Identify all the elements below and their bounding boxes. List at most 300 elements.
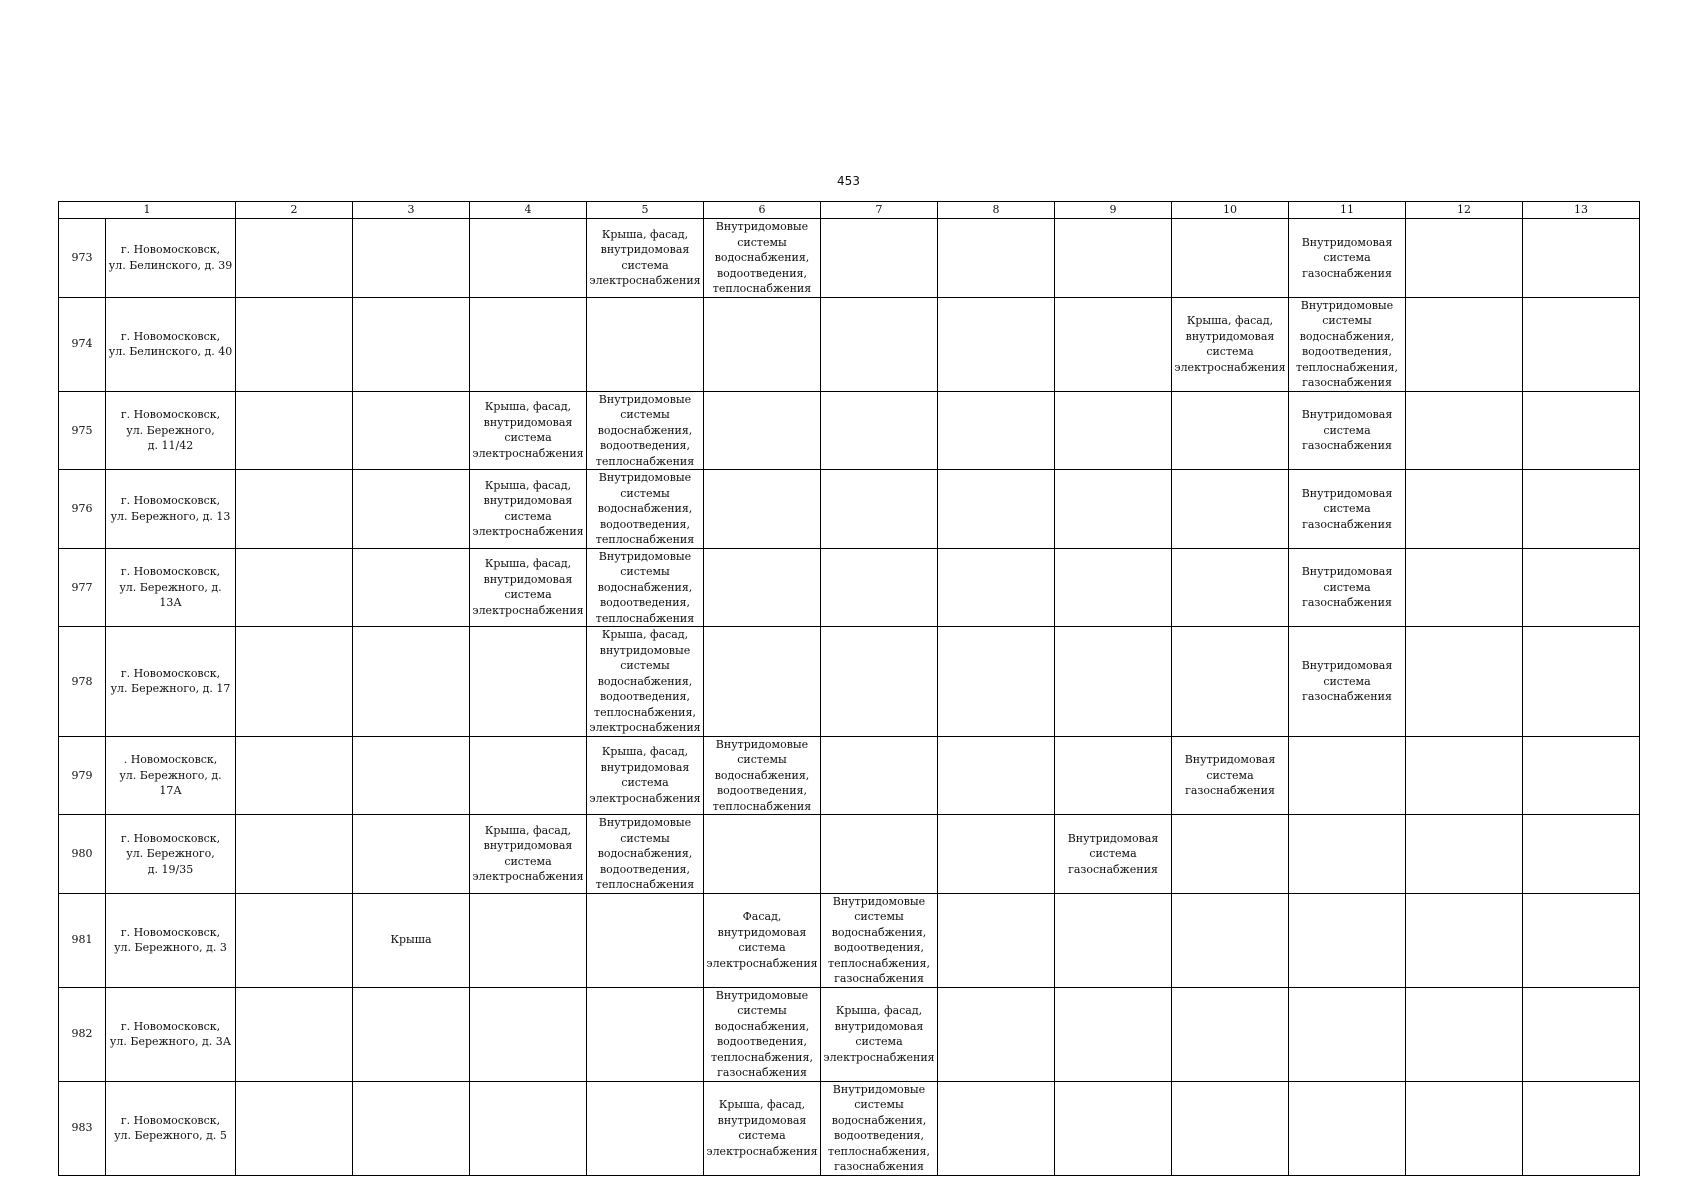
work-type-line: газоснабжения [1068,862,1158,876]
column-header-13: 13 [1523,202,1640,219]
cell-col-6 [704,987,821,1081]
cell-col-5 [587,736,704,815]
cell-col-2 [236,736,353,815]
work-type-line: Внутридомовые [598,471,692,484]
work-type-line: водоснабжения, [831,1113,927,1127]
cell-col-8 [938,297,1055,391]
cell-col-5 [587,470,704,549]
cell-col-3 [353,736,470,815]
work-type-line: система [621,258,669,272]
address-line: г. Новомосковск, [120,1113,221,1127]
cell-col-11 [1289,736,1406,815]
cell-col-13 [1523,815,1640,894]
cell-col-5 [587,297,704,391]
cell-col-6 [704,470,821,549]
work-type-line: водоснабжения, [597,847,693,860]
work-type-line: электроснабжения [706,1144,818,1158]
work-type-line: системы [854,1098,904,1111]
work-type-line: газоснабжения [1302,266,1392,280]
cell-col-4 [470,736,587,815]
work-type-line: внутридомовая [600,760,690,774]
address-line: г. Новомосковск, [120,565,221,578]
work-type-line: теплоснабжения [712,799,812,813]
cell-col-10 [1172,627,1289,737]
work-type-line: Крыша, фасад, [835,1004,923,1017]
cell-col-8 [938,893,1055,987]
work-type-line: Внутридомовые [598,549,692,563]
cell-col-8 [938,219,1055,298]
cell-col-5 [587,987,704,1081]
column-header-10: 10 [1172,202,1289,219]
address-line: ул. Бережного, д. 13А [119,580,222,609]
cell-col-13 [1523,548,1640,627]
work-type-line: системы [620,565,670,578]
cell-col-7 [821,815,938,894]
table-row [59,1081,1640,1175]
work-type-line: электроснабжения [589,791,701,805]
work-type-line: Внутридомовые [715,220,809,233]
work-type-line: внутридомовая [717,925,807,939]
work-type-line: водоснабжения, [714,768,810,782]
cell-col-12 [1406,987,1523,1081]
cell-col-13 [1523,297,1640,391]
work-type-line: газоснабжения [834,972,924,985]
cell-col-11 [1289,391,1406,470]
cell-col-2 [236,1081,353,1175]
address-line: ул. Бережного, д. 17А [119,768,222,797]
address-line: ул. Белинского, д. 39 [108,258,233,272]
repair-schedule-table [58,201,1640,1176]
cell-col-9 [1055,627,1172,737]
work-type-line: газоснабжения [1185,784,1275,797]
cell-col-13 [1523,893,1640,987]
address-line: ул. Бережного, д. 3 [114,941,227,954]
work-type-line: система [1323,674,1371,688]
work-type-line: система [1323,423,1371,437]
work-type-line: внутридомовая [1185,329,1275,343]
cell-col-8 [938,627,1055,737]
work-type-line: системы [854,910,904,923]
work-type-line: электроснабжения [589,721,701,734]
work-type-line: газоснабжения [1302,596,1392,609]
table-row [59,987,1640,1081]
address-line: г. Новомосковск, [120,1019,221,1033]
work-type-line: водоснабжения, [597,423,693,437]
work-type-line: система [1206,345,1254,358]
work-type-line: теплоснабжения, [828,956,930,970]
cell-col-10 [1172,548,1289,627]
work-type-line: система [738,1129,786,1142]
work-type-line: водоснабжения, [597,674,693,688]
work-type-line: система [1323,502,1371,515]
work-type-line: Внутридомовая [1067,831,1159,845]
work-type-line: водоснабжения, [714,251,810,264]
column-header-4: 4 [470,202,587,219]
address-line: . Новомосковск, [123,753,218,766]
work-type-line: электроснабжения [472,525,584,539]
address-line: ул. Бережного, д. 17 [110,682,231,696]
work-type-line: система [504,588,552,602]
table-row [59,470,1640,549]
work-type-line: внутридомовая [483,494,573,508]
column-header-9: 9 [1055,202,1172,219]
cell-col-2 [236,987,353,1081]
work-type-line: система [621,776,669,790]
work-type-line: системы [737,235,787,249]
cell-col-5 [587,893,704,987]
work-type-line: система [1323,580,1371,594]
work-type-line: газоснабжения [1302,690,1392,703]
work-type-line: теплоснабжения [595,533,695,546]
column-number-row [59,202,1640,219]
work-type-line: Крыша [390,933,432,947]
cell-col-5 [587,219,704,298]
cell-col-7 [821,893,938,987]
cell-col-7 [821,736,938,815]
address-line: ул. Бережного, д. 13 [110,509,231,523]
work-type-line: электроснабжения [472,603,584,617]
cell-col-6 [704,297,821,391]
cell-col-12 [1406,297,1523,391]
work-type-line: теплоснабжения, [1296,360,1398,374]
cell-col-2 [236,893,353,987]
work-type-line: Внутридомовые [598,392,692,406]
work-type-line: водоснабжения, [597,502,693,515]
cell-col-7 [821,1081,938,1175]
address-line: г. Новомосковск, [120,243,221,257]
cell-col-5 [587,391,704,470]
address-line: ул. Бережного, [126,847,215,860]
cell-col-4 [470,627,587,737]
work-type-line: Внутридомовая [1184,753,1276,766]
cell-col-12 [1406,815,1523,894]
work-type-line: Крыша, фасад, [601,227,689,241]
column-header-7: 7 [821,202,938,219]
cell-col-3 [353,470,470,549]
cell-col-2 [236,219,353,298]
cell-col-13 [1523,470,1640,549]
address-cell [106,470,236,549]
cell-col-2 [236,548,353,627]
cell-col-4 [470,219,587,298]
work-type-line: внутридомовая [483,839,573,853]
address-cell [106,297,236,391]
cell-col-6 [704,548,821,627]
row-number: 978 [59,627,106,737]
cell-col-4 [470,297,587,391]
row-number: 973 [59,219,106,298]
cell-col-3 [353,297,470,391]
work-type-line: система [1089,847,1137,860]
work-type-line: водоотведения, [716,784,807,797]
work-type-line: электроснабжения [823,1050,935,1064]
cell-col-5 [587,815,704,894]
address-line: ул. Бережного, [126,423,215,437]
cell-col-8 [938,736,1055,815]
address-line: г. Новомосковск, [120,494,221,508]
work-type-line: водоотведения, [599,517,690,531]
work-type-line: газоснабжения [1302,517,1392,531]
work-type-line: теплоснабжения, [594,705,696,719]
cell-col-6 [704,219,821,298]
work-type-line: Внутридомовая [1301,235,1393,249]
work-type-line: теплоснабжения [595,878,695,891]
cell-col-3 [353,815,470,894]
address-line: ул. Бережного, д. 3А [109,1035,232,1048]
cell-col-3 [353,893,470,987]
row-number: 983 [59,1081,106,1175]
cell-col-6 [704,391,821,470]
work-type-line: Внутридомовые [715,988,809,1002]
cell-col-8 [938,391,1055,470]
cell-col-9 [1055,219,1172,298]
work-type-line: система [504,854,552,868]
cell-col-8 [938,815,1055,894]
cell-col-8 [938,1081,1055,1175]
cell-col-11 [1289,987,1406,1081]
work-type-line: Крыша, фасад, [718,1098,806,1111]
work-type-line: электроснабжения [589,274,701,288]
cell-col-9 [1055,815,1172,894]
cell-col-7 [821,391,938,470]
address-cell [106,219,236,298]
cell-col-6 [704,736,821,815]
cell-col-7 [821,219,938,298]
work-type-line: Крыша, фасад, [484,823,572,837]
work-type-line: водоотведения, [716,266,807,280]
cell-col-11 [1289,297,1406,391]
address-cell [106,548,236,627]
row-number: 981 [59,893,106,987]
cell-col-9 [1055,893,1172,987]
address-line: г. Новомосковск, [120,925,221,939]
cell-col-2 [236,470,353,549]
cell-col-10 [1172,391,1289,470]
cell-col-10 [1172,987,1289,1081]
address-cell [106,987,236,1081]
cell-col-9 [1055,1081,1172,1175]
work-type-line: водоотведения, [1301,345,1392,358]
column-header-5: 5 [587,202,704,219]
work-type-line: система [855,1035,903,1048]
cell-col-11 [1289,893,1406,987]
cell-col-4 [470,391,587,470]
work-type-line: внутридомовая [717,1113,807,1127]
cell-col-10 [1172,815,1289,894]
cell-col-12 [1406,736,1523,815]
cell-col-6 [704,627,821,737]
row-number: 977 [59,548,106,627]
work-type-line: системы [620,831,670,845]
cell-col-8 [938,548,1055,627]
work-type-line: внутридомовая [483,572,573,586]
work-type-line: Внутридомовая [1301,486,1393,500]
cell-col-12 [1406,627,1523,737]
address-cell [106,893,236,987]
column-header-11: 11 [1289,202,1406,219]
row-number: 980 [59,815,106,894]
work-type-line: внутридомовые [599,643,691,657]
cell-col-13 [1523,736,1640,815]
cell-col-13 [1523,1081,1640,1175]
cell-col-13 [1523,627,1640,737]
cell-col-10 [1172,297,1289,391]
table-row [59,391,1640,470]
cell-col-2 [236,815,353,894]
work-type-line: внутридомовая [834,1019,924,1033]
work-type-line: система [504,431,552,445]
table-row [59,548,1640,627]
row-number: 974 [59,297,106,391]
cell-col-7 [821,297,938,391]
cell-col-9 [1055,470,1172,549]
row-number: 982 [59,987,106,1081]
address-cell [106,627,236,737]
work-type-line: водоснабжения, [1299,329,1395,343]
work-type-line: Внутридомовые [598,816,692,829]
work-type-line: теплоснабжения [595,611,695,625]
work-type-line: теплоснабжения [712,282,812,295]
work-type-line: Внутридомовые [832,1082,926,1096]
cell-col-3 [353,548,470,627]
work-type-line: водоотведения, [833,941,924,954]
cell-col-10 [1172,219,1289,298]
work-type-line: теплоснабжения, [828,1144,930,1158]
cell-col-4 [470,815,587,894]
work-type-line: системы [737,753,787,766]
cell-col-12 [1406,548,1523,627]
cell-col-9 [1055,391,1172,470]
work-type-line: внутридомовая [600,243,690,257]
work-type-line: Крыша, фасад, [601,628,689,641]
cell-col-4 [470,1081,587,1175]
cell-col-12 [1406,391,1523,470]
cell-col-9 [1055,548,1172,627]
cell-col-8 [938,470,1055,549]
work-type-line: газоснабжения [834,1160,924,1173]
cell-col-7 [821,470,938,549]
work-type-line: система [504,509,552,523]
work-type-line: газоснабжения [1302,376,1392,389]
work-type-line: электроснабжения [706,956,818,970]
work-type-line: Внутридомовые [1300,298,1394,312]
cell-col-6 [704,1081,821,1175]
work-type-line: Внутридомовая [1301,659,1393,672]
column-header-12: 12 [1406,202,1523,219]
work-type-line: система [1206,768,1254,782]
work-type-line: водоотведения, [599,862,690,876]
cell-col-5 [587,1081,704,1175]
address-line: ул. Бережного, д. 5 [114,1129,227,1142]
cell-col-7 [821,548,938,627]
work-type-line: системы [1322,314,1372,327]
row-number: 979 [59,736,106,815]
cell-col-2 [236,297,353,391]
work-type-line: Крыша, фасад, [601,745,689,759]
work-type-line: водоснабжения, [597,580,693,594]
cell-col-11 [1289,548,1406,627]
cell-col-9 [1055,297,1172,391]
cell-col-3 [353,391,470,470]
table-row [59,219,1640,298]
cell-col-3 [353,219,470,298]
work-type-line: водоотведения, [833,1129,924,1142]
cell-col-2 [236,391,353,470]
work-type-line: Крыша, фасад, [484,557,572,571]
page-number: 453 [837,174,860,188]
table-row [59,297,1640,391]
work-type-line: водоотведения, [599,596,690,609]
cell-col-3 [353,1081,470,1175]
work-type-line: системы [620,486,670,500]
cell-col-9 [1055,987,1172,1081]
work-type-line: электроснабжения [472,870,584,884]
column-header-3: 3 [353,202,470,219]
cell-col-4 [470,548,587,627]
cell-col-10 [1172,736,1289,815]
address-line: г. Новомосковск, [120,666,221,680]
work-type-line: системы [620,408,670,421]
work-type-line: Крыша, фасад, [484,478,572,492]
address-line: ул. Белинского, д. 40 [108,345,233,358]
address-line: д. 19/35 [147,862,194,876]
address-cell [106,736,236,815]
work-type-line: водоотведения, [599,439,690,452]
column-header-2: 2 [236,202,353,219]
row-number: 976 [59,470,106,549]
work-type-line: газоснабжения [717,1066,807,1079]
table-body [59,219,1640,1176]
work-type-line: теплоснабжения, [711,1050,813,1064]
address-line: г. Новомосковск, [120,408,221,421]
work-type-line: водоснабжения, [714,1019,810,1033]
work-type-line: Крыша, фасад, [1186,314,1274,327]
cell-col-11 [1289,1081,1406,1175]
work-type-line: Внутридомовая [1301,565,1393,578]
work-type-line: водоотведения, [599,690,690,703]
cell-col-6 [704,893,821,987]
row-number: 975 [59,391,106,470]
cell-col-5 [587,548,704,627]
cell-col-10 [1172,893,1289,987]
cell-col-11 [1289,627,1406,737]
cell-col-3 [353,627,470,737]
cell-col-6 [704,815,821,894]
work-type-line: внутридомовая [483,415,573,429]
cell-col-12 [1406,219,1523,298]
cell-col-7 [821,627,938,737]
cell-col-11 [1289,815,1406,894]
work-type-line: система [1323,251,1371,264]
table-row [59,893,1640,987]
work-type-line: теплоснабжения [595,454,695,468]
cell-col-13 [1523,391,1640,470]
address-line: д. 11/42 [147,439,194,452]
cell-col-8 [938,987,1055,1081]
work-type-line: водоотведения, [716,1035,807,1048]
column-header-6: 6 [704,202,821,219]
cell-col-3 [353,987,470,1081]
column-header-1: 1 [59,202,236,219]
address-cell [106,1081,236,1175]
cell-col-12 [1406,470,1523,549]
cell-col-11 [1289,219,1406,298]
cell-col-10 [1172,1081,1289,1175]
work-type-line: водоснабжения, [831,925,927,939]
column-header-8: 8 [938,202,1055,219]
cell-col-13 [1523,987,1640,1081]
table-row [59,627,1640,737]
